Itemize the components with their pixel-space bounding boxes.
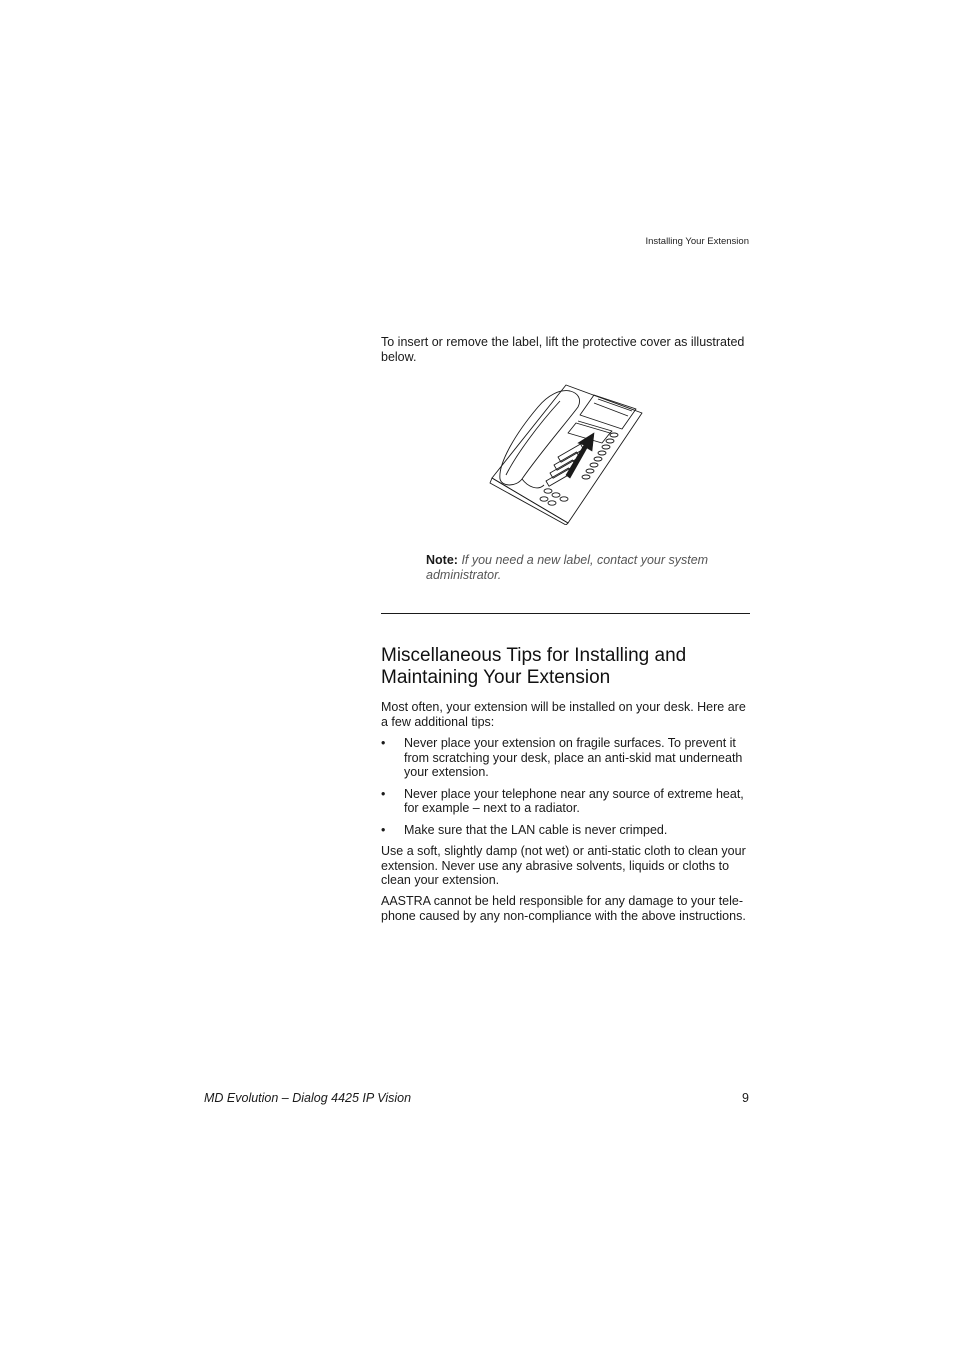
list-item (381, 736, 750, 780)
list-item-text: Never place your telephone near any source of extreme heat, for example – next to a radiator. (404, 786, 744, 815)
bullet-icon: • (381, 736, 386, 750)
section-title-line-2: Maintaining Your Extension (381, 667, 611, 688)
note-label: Note: (426, 553, 458, 567)
section-divider (381, 613, 750, 614)
running-header: Installing Your Extension (645, 236, 749, 247)
cleaning-paragraph: Use a soft, slightly damp (not wet) or anti-static cloth to clean your extension. Never use any abrasive solvents, liquids or cloths to clean your extension. (381, 844, 746, 887)
list-item-text: Make sure that the LAN cable is never crimped. (404, 822, 668, 837)
list-item-text: Never place your extension on fragile surfaces. To prevent it from scratching your desk, place an anti-skid mat underneath your extension. (404, 736, 743, 779)
disclaimer-paragraph: AASTRA cannot be held responsible for any damage to your tele-phone caused by any non-compliance with the above instructions. (381, 894, 746, 923)
section-title-line-1: Miscellaneous Tips for Installing and (381, 645, 687, 666)
footer-page-number: 9 (742, 1091, 749, 1105)
section-title (381, 645, 750, 689)
note-text: If you need a new label, contact your system administrator. (426, 553, 709, 582)
note-block (426, 553, 746, 582)
list-item (381, 787, 750, 816)
tips-list (381, 736, 750, 844)
list-item (381, 823, 750, 838)
tips-intro-paragraph: Most often, your extension will be installed on your desk. Here are a few additional tips: (381, 700, 746, 729)
bullet-icon: • (381, 786, 386, 801)
footer-product-name: MD Evolution – Dialog 4425 IP Vision (204, 1091, 412, 1105)
phone-label-cover-illustration (486, 383, 646, 525)
bullet-icon: • (381, 822, 386, 837)
intro-paragraph: To insert or remove the label, lift the protective cover as illustrated below. (381, 335, 745, 364)
